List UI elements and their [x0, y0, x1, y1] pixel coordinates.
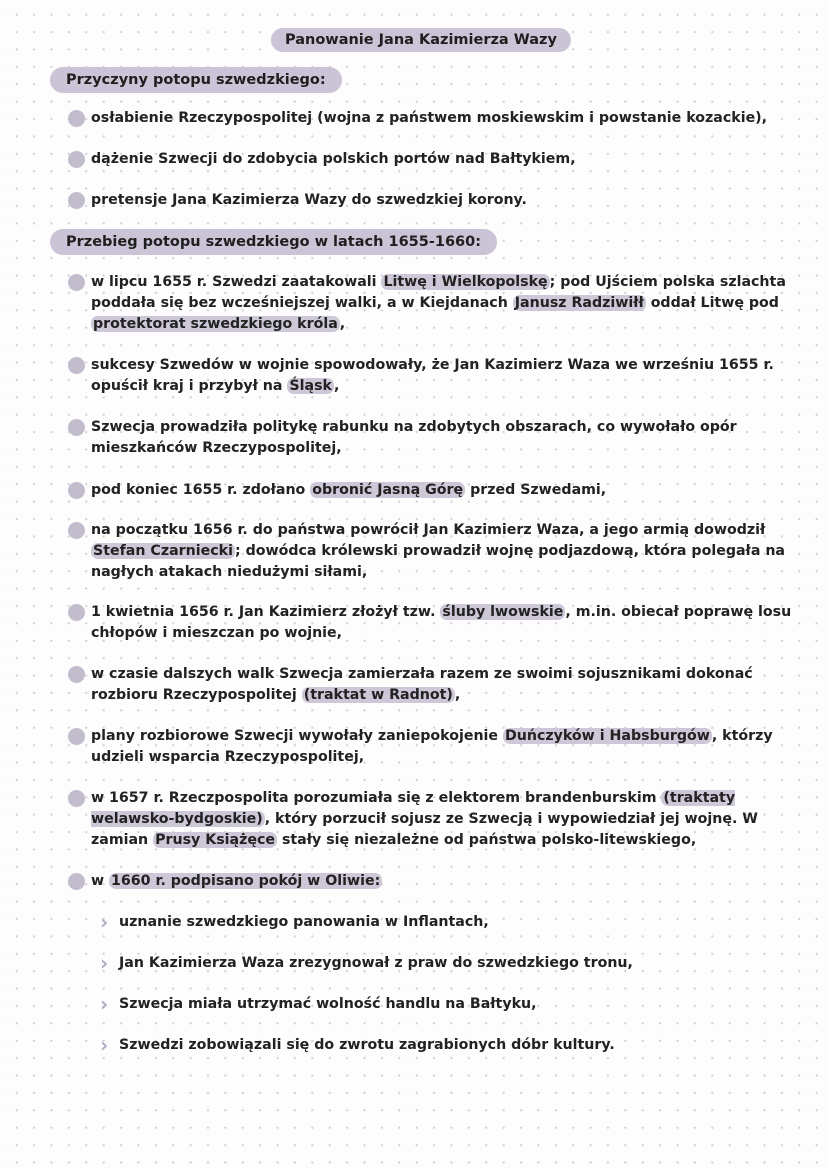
- circle-bullet-icon: [68, 274, 85, 291]
- circle-bullet-icon: [68, 873, 85, 890]
- list-item-text: w lipcu 1655 r. Szwedzi zaatakowali Litwę i Wielkopolskę ; pod Ujściem polska szlachta poddała się bez wcześniejszej walki, a w Kiejdanach Janusz Radziwiłł oddał Litwę pod protektorat szwedzkiego króla ,: [91, 274, 786, 332]
- list-item-text: na początku 1656 r. do państwa powrócił Jan Kazimierz Waza, a jego armią dowodził Stefan Czarniecki ; dowódca królewski prowadził wojnę podjazdową, która polegała na nagłych atakach niedużymi siłami,: [91, 522, 786, 580]
- highlight: (traktat w Radnot): [303, 687, 453, 703]
- list-item: osłabienie Rzeczypospolitej (wojna z państwem moskiewskim i powstanie kozackie),: [68, 108, 808, 129]
- list-item-text: w 1660 r. podpisano pokój w Oliwie:: [91, 873, 381, 889]
- highlight: Stefan Czarniecki: [93, 543, 233, 559]
- chevron-right-icon: ›: [100, 992, 109, 1016]
- list-item-text: w czasie dalszych walk Szwecja zamierzała razem ze swoimi sojusznikami dokonać rozbioru Rzeczypospolitej (traktat w Radnot) ,: [91, 666, 753, 703]
- list-item: [68, 664, 808, 706]
- highlight: Śląsk: [289, 378, 332, 394]
- list-item: Szwecja prowadziła politykę rabunku na zdobytych obszarach, co wywołało opór mieszkańców Rzeczypospolitej,: [68, 417, 808, 459]
- highlight: (traktaty welawsko-bydgoskie): [91, 790, 736, 827]
- section-heading-course: Przebieg potopu szwedzkiego w latach 1655-1660:: [50, 229, 497, 255]
- circle-bullet-icon: [68, 666, 85, 683]
- highlight: Prusy Książęce: [155, 832, 276, 848]
- list-item-text: 1 kwietnia 1656 r. Jan Kazimierz złożył tzw. śluby lwowskie , m.in. obiecał poprawę losu chłopów i mieszczan po wojnie,: [91, 604, 792, 641]
- highlight: Duńczyków i Habsburgów: [504, 728, 710, 744]
- highlight: obronić Jasną Górę: [312, 482, 464, 498]
- highlight: 1660 r. podpisano pokój w Oliwie:: [111, 873, 381, 889]
- circle-bullet-icon: [68, 151, 85, 168]
- list-item-text: sukcesy Szwedów w wojnie spowodowały, że Jan Kazimierz Waza we wrześniu 1655 r. opuścił kraj i przybył na Śląsk ,: [91, 357, 774, 394]
- list-item: [68, 480, 808, 501]
- chevron-right-icon: ›: [100, 910, 109, 934]
- list-item: dążenie Szwecji do zdobycia polskich portów nad Bałtykiem,: [68, 149, 808, 170]
- circle-bullet-icon: [68, 522, 85, 539]
- highlight: protektorat szwedzkiego króla: [93, 316, 338, 332]
- highlight: śluby lwowskie: [442, 604, 564, 620]
- page-title: Panowanie Jana Kazimierza Wazy: [271, 28, 571, 52]
- list-item: [68, 355, 808, 397]
- circle-bullet-icon: [68, 357, 85, 374]
- chevron-right-icon: ›: [100, 951, 109, 975]
- sub-list-item: › uznanie szwedzkiego panowania w Inflantach,: [100, 910, 489, 934]
- list-item-text: w 1657 r. Rzeczpospolita porozumiała się z elektorem brandenburskim (traktaty welawsko-bydgoskie) , który porzucił sojusz ze Szwecją i wypowiedział jej wojnę. W zamian Prusy Książęce stały się niezależne od państwa polsko-litewskiego,: [91, 790, 758, 848]
- circle-bullet-icon: [68, 728, 85, 745]
- highlight: Litwę i Wielkopolskę: [383, 274, 548, 290]
- sub-list-item: › Szwedzi zobowiązali się do zwrotu zagrabionych dóbr kultury.: [100, 1033, 615, 1057]
- chevron-right-icon: ›: [100, 1033, 109, 1057]
- circle-bullet-icon: [68, 790, 85, 807]
- list-item-text: pod koniec 1655 r. zdołano obronić Jasną Górę przed Szwedami,: [91, 482, 607, 498]
- list-item: pretensje Jana Kazimierza Wazy do szwedzkiej korony.: [68, 190, 808, 211]
- sub-list-item: › Szwecja miała utrzymać wolność handlu na Bałtyku,: [100, 992, 537, 1016]
- list-item-text: plany rozbiorowe Szwecji wywołały zaniepokojenie Duńczyków i Habsburgów , którzy udzieli wsparcia Rzeczypospolitej,: [91, 728, 773, 765]
- highlight: Janusz Radziwiłł: [514, 295, 644, 311]
- circle-bullet-icon: [68, 419, 85, 436]
- section-heading-causes: Przyczyny potopu szwedzkiego:: [50, 67, 342, 93]
- list-item: [68, 788, 808, 851]
- circle-bullet-icon: [68, 110, 85, 127]
- circle-bullet-icon: [68, 482, 85, 499]
- circle-bullet-icon: [68, 192, 85, 209]
- list-item: [68, 520, 808, 583]
- list-item: [68, 602, 808, 644]
- list-item: [68, 272, 808, 335]
- sub-list-item: › Jan Kazimierza Waza zrezygnował z praw do szwedzkiego tronu,: [100, 951, 633, 975]
- circle-bullet-icon: [68, 604, 85, 621]
- list-item: [68, 726, 808, 768]
- list-item: [68, 871, 808, 892]
